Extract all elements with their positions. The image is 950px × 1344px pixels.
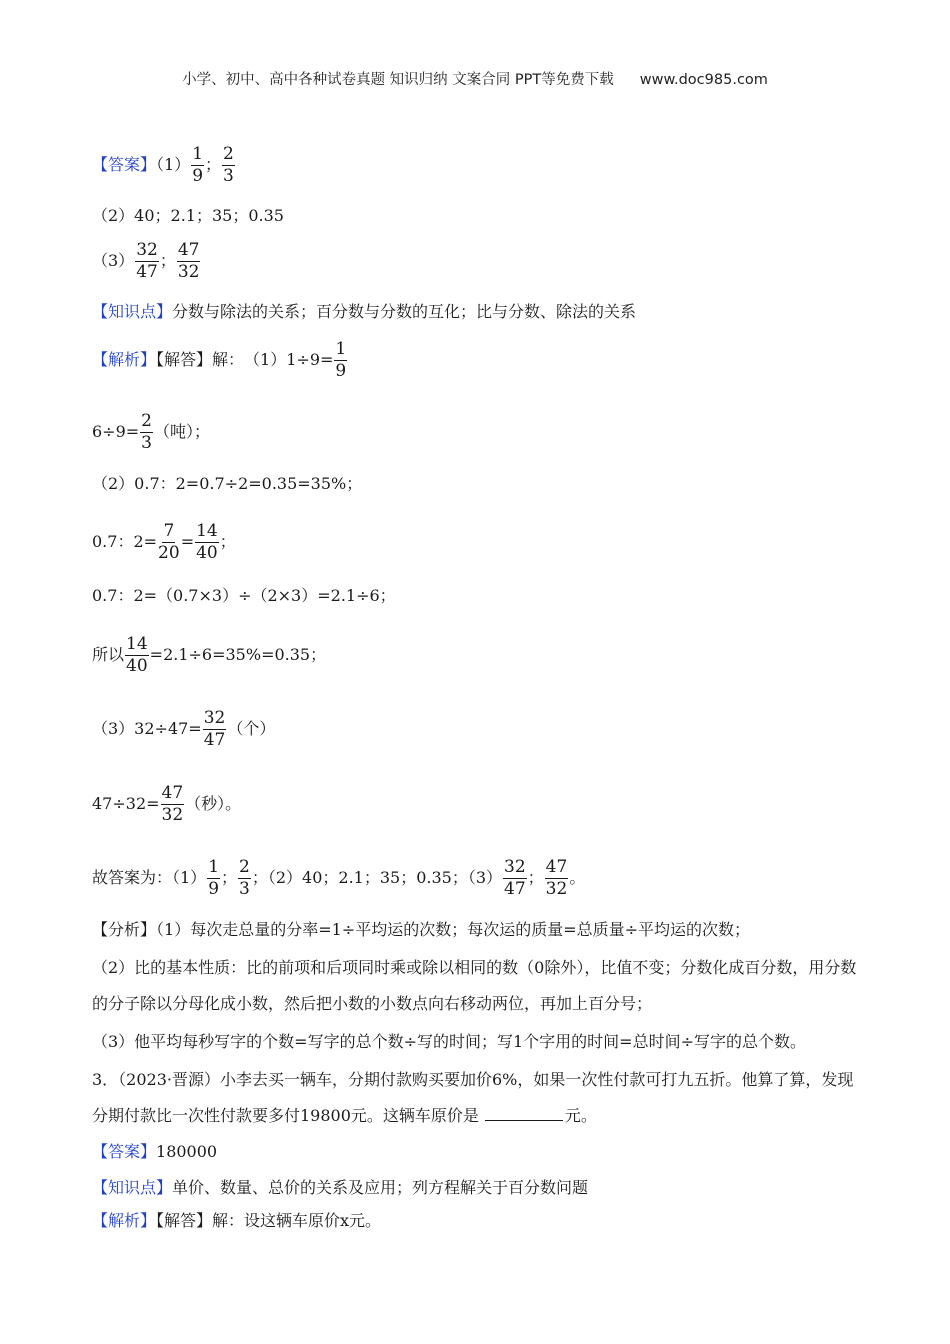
fraction: $\frac{2}{3}$ bbox=[141, 411, 152, 453]
header-site[interactable]: www.doc985.com bbox=[639, 72, 768, 88]
solution-line-5: 0.7：2=（0.7×3）÷（2×3）=2.1÷6； bbox=[92, 586, 396, 605]
q3-solution-line: 【解析】【解答】解：设这辆车原价x元。 bbox=[92, 1211, 382, 1230]
solution-line-2: 6÷9= $\frac{2}{3}$ （吨）； bbox=[92, 411, 211, 453]
fraction: $\frac{32}{47}$ bbox=[203, 708, 226, 750]
solution-line-6: 所以 $\frac{14}{40}$ =2.1÷6=35%=0.35； bbox=[92, 634, 327, 676]
analysis-line-3: （3）他平均每秒写字的个数=写字的总个数÷写的时间；写1个字用的时间=总时间÷写字的总个数。 bbox=[92, 1032, 806, 1051]
fraction: $\frac{7}{20}$ bbox=[158, 521, 180, 563]
header-text: 小学、初中、高中各种试卷真题 知识归纳 文案合同 PPT等免费下载 bbox=[182, 72, 614, 88]
answer-line-3: （3） $\frac{32}{47}$ ； $\frac{47}{32}$ bbox=[92, 240, 200, 282]
q3-answer-line: 【答案】180000 bbox=[92, 1142, 218, 1161]
question-3-stem: 3．（2023·晋源）小李去买一辆车，分期付款购买要加价6%，如果一次性付款可打九五折。他算了算，发现分期付款比一次性付款要多付19800元。这辆车原价是 元。 bbox=[92, 1070, 854, 1125]
fraction: $\frac{47}{32}$ bbox=[177, 240, 200, 282]
fraction: $\frac{2}{3}$ bbox=[223, 144, 234, 186]
solution-line-3: （2）0.7：2=0.7÷2=0.35=35%； bbox=[92, 474, 363, 493]
analysis-line-1: 【分析】（1）每次走总量的分率=1÷平均运的次数；每次运的质量=总质量÷平均运的次数； bbox=[92, 920, 751, 939]
knowledge-line: 【知识点】分数与除法的关系；百分数与分数的互化；比与分数、除法的关系 bbox=[92, 302, 637, 321]
fraction: $\frac{1}{9}$ bbox=[335, 339, 347, 381]
answer-tag: 【答案】 bbox=[92, 155, 157, 174]
fraction: $\frac{2}{3}$ bbox=[239, 857, 250, 899]
fraction: $\frac{14}{40}$ bbox=[126, 634, 148, 676]
fraction: $\frac{47}{32}$ bbox=[161, 783, 184, 825]
fraction: $\frac{1}{9}$ bbox=[208, 857, 220, 899]
fraction: $\frac{47}{32}$ bbox=[545, 857, 568, 899]
answer-blank[interactable] bbox=[485, 1106, 563, 1121]
answer-line-1: 【答案】（1） $\frac{1}{9}$ ； $\frac{2}{3}$ bbox=[92, 144, 234, 186]
fraction: $\frac{32}{47}$ bbox=[504, 857, 526, 899]
solution-line-8: 47÷32= $\frac{47}{32}$ （秒）。 bbox=[92, 783, 242, 825]
answer-line-2: （2）40；2.1；35；0.35 bbox=[92, 206, 284, 225]
final-answer-line: 故答案为：（1） $\frac{1}{9}$ ； $\frac{2}{3}$ ；（2）40；2.1；35；0.35；（3） $\frac{32}{47}$ ； $\frac{47}{32}$ 。 bbox=[92, 857, 586, 899]
fraction: $\frac{14}{40}$ bbox=[196, 521, 218, 563]
fraction: $\frac{32}{47}$ bbox=[136, 240, 158, 282]
fraction: $\frac{1}{9}$ bbox=[192, 144, 204, 186]
q3-knowledge-line: 【知识点】单价、数量、总价的关系及应用；列方程解关于百分数问题 bbox=[92, 1178, 589, 1197]
page-header bbox=[0, 68, 950, 89]
solution-line-7: （3）32÷47= $\frac{32}{47}$ （个） bbox=[92, 708, 276, 750]
solution-line-4: 0.7：2= $\frac{7}{20}$ = $\frac{14}{40}$ ； bbox=[92, 521, 236, 563]
analysis-para-2: （2）比的基本性质：比的前项和后项同时乘或除以相同的数（0除外），比值不变；分数化成百分数，用分数的分子除以分母化成小数，然后把小数的小数点向右移动两位，再加上百分号； bbox=[92, 958, 857, 1013]
solution-line-1: 【解析】【解答】解： （1）1÷9= $\frac{1}{9}$ bbox=[92, 339, 347, 381]
